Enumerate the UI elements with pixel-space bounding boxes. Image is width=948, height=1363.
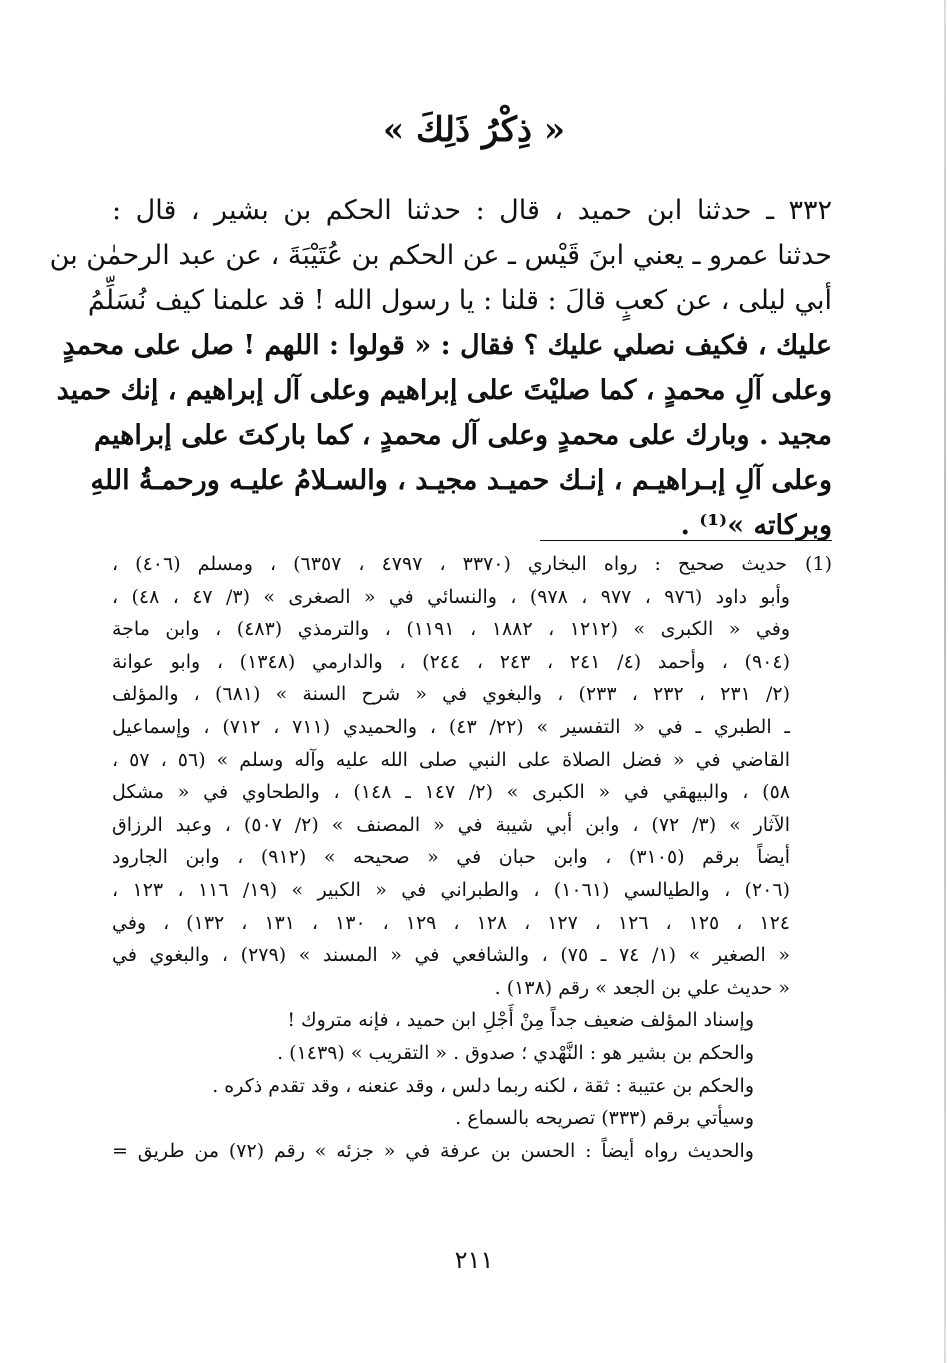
footnote-line: وفي « الكبرى » (١٢١٢ ، ١٨٨٢ ، ١١٩١) ، والترمذي (٤٨٣) ، وابن ماجة xyxy=(112,618,790,641)
footnote-line: (٢/ ٢٣١ ، ٢٣٢ ، ٢٣٣) ، والبغوي في « شرح السنة » (٦٨١) ، والمؤلف xyxy=(112,683,790,706)
page-number: ٢١١ xyxy=(454,1246,494,1274)
footnote-line: الآثار » (٣/ ٧٢) ، وابن أبي شيبة في « المصنف » (٢/ ٥٠٧) ، وعبد الرزاق xyxy=(112,813,790,836)
footnote-separator xyxy=(540,540,832,541)
footnote-line: (1)حديث صحيح : رواه البخاري (٣٣٧٠ ، ٤٧٩٧ ، ٦٣٥٧) ، ومسلم (٤٠٦) ، xyxy=(112,553,832,575)
hadith-text xyxy=(49,188,832,548)
footnote-line: والحكم بن بشير هو : النَّهْدي ؛ صدوق . « التقريب » (١٤٣٩) . xyxy=(277,1041,754,1064)
footnotes xyxy=(112,548,832,1167)
footnote-line: ـ الطبري ـ في « التفسير » (٢٢/ ٤٣) ، والحميدي (٧١١ ، ٧١٢) ، وإسماعيل xyxy=(112,715,790,738)
footnote-line: وإسناد المؤلف ضعيف جداً مِنْ أَجْلِ ابن حميد ، فإنه متروك ! xyxy=(287,1009,754,1032)
footnote-line: ٥٨) ، والبيهقي في « الكبرى » (٢/ ١٤٧ ـ ١٤٨) ، والطحاوي في « مشكل xyxy=(112,781,790,804)
hadith-line: ٣٣٢ ـ حدثنا ابن حميد ، قال : حدثنا الحكم بن بشير ، قال : xyxy=(112,195,832,226)
footnote-line: أيضاً برقم (٣١٠٥) ، وابن حبان في « صحيحه » (٩١٢) ، وابن الجارود xyxy=(112,846,790,869)
footnote-line: (٩٠٤) ، وأحمد (٤/ ٢٤١ ، ٢٤٣ ، ٢٤٤) ، والدارمي (١٣٤٨) ، وابو عوانة xyxy=(112,650,790,673)
hadith-line: حدثنا عمرو ـ يعني ابنَ قَيْس ـ عن الحكم بن عُتَيْبَةَ ، عن عبد الرحمٰن بن xyxy=(49,240,832,271)
footnote-line: والحكم بن عتيبة : ثقة ، لكنه ربما دلس ، وقد عنعنه ، وقد تقدم ذكره . xyxy=(212,1074,754,1097)
section-title: « ذِكْرُ ذَلِكَ » xyxy=(382,110,566,150)
footnote-number: (1) xyxy=(805,553,832,575)
hadith-line: مجيد . وبارك على محمدٍ وعلى آل محمدٍ ، كما باركتَ على إبراهيم xyxy=(94,420,832,451)
hadith-line: أبي ليلى ، عن كعبٍ قالَ : قلنا : يا رسول الله ! قد علمنا كيف نُسَلِّمُ xyxy=(87,285,832,316)
footnote-line: وأبو داود (٩٧٦ ، ٩٧٧ ، ٩٧٨) ، والنسائي في « الصغرى » (٣/ ٤٧ ، ٤٨) ، xyxy=(112,585,790,608)
hadith-line: وعلى آلِ محمدٍ ، كما صليْتَ على إبراهيم وعلى آل إبراهيم ، إنك حميد xyxy=(56,375,832,406)
hadith-line: وبركاته »⁽¹⁾ . xyxy=(680,510,832,541)
footnote-line: « حديث علي بن الجعد » رقم (١٣٨) . xyxy=(494,976,790,999)
footnote-line: والحديث رواه أيضاً : الحسن بن عرفة في « جزئه » رقم (٧٢) من طريق = xyxy=(112,1139,754,1162)
footnote-line: « الصغير » (١/ ٧٤ ـ ٧٥) ، والشافعي في « المسند » (٢٧٩) ، والبغوي في xyxy=(112,944,790,967)
hadith-line: عليك ، فكيف نصلي عليك ؟ فقال : « قولوا : اللهم ! صل على محمدٍ xyxy=(62,330,832,361)
page-edge xyxy=(944,0,946,1363)
footnote-line: وسيأتي برقم (٣٣٣) تصريحه بالسماع . xyxy=(455,1107,754,1130)
hadith-line: وعلى آلِ إبـراهيـم ، إنـك حميـد مجيـد ، والسـلامُ عليـه ورحمـةُ اللهِ xyxy=(90,465,832,496)
footnote-line: ١٢٤ ، ١٢٥ ، ١٢٦ ، ١٢٧ ، ١٢٨ ، ١٢٩ ، ١٣٠ ، ١٣١ ، ١٣٢) ، وفي xyxy=(112,911,790,934)
footnote-line: (٢٠٦) ، والطيالسي (١٠٦١) ، والطبراني في « الكبير » (١٩/ ١١٦ ، ١٢٣ ، xyxy=(112,878,791,901)
footnote-line: القاضي في « فضل الصلاة على النبي صلى الله عليه وآله وسلم » (٥٦ ، ٥٧ ، xyxy=(112,748,791,771)
